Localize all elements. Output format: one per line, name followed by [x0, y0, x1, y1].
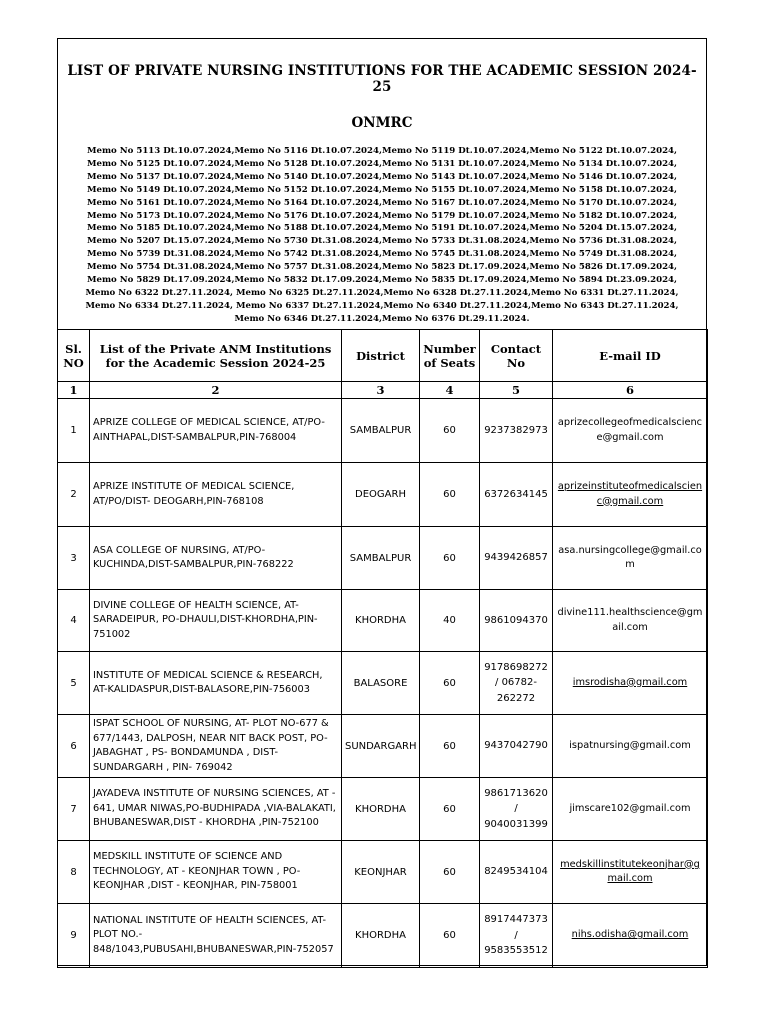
- row-institution-name: INSTITUTE OF MEDICAL SCIENCE & RESEARCH, AT-KALIDASPUR,DIST-BALASORE,PIN-756003: [90, 652, 342, 715]
- row-contact-no: 6372634145: [480, 463, 553, 527]
- row-institution-name: ASA COLLEGE OF NURSING, AT/PO-KUCHINDA,DIST-SAMBALPUR,PIN-768222: [90, 527, 342, 590]
- column-number-row: [58, 382, 708, 399]
- row-sl-no: 2: [58, 463, 90, 527]
- row-sl-no: 7: [58, 778, 90, 841]
- email-link[interactable]: aprizeinstituteofmedicalscienc@gmail.com: [557, 481, 703, 507]
- table-header-row: [58, 330, 708, 382]
- memo-line: Memo No 5207 Dt.15.07.2024,Memo No 5730 Dt.31.08.2024,Memo No 5733 Dt.31.08.2024,Memo No 5736 Dt.31.08.2024,: [86, 236, 678, 247]
- email-text: jimscare102@gmail.com: [569, 802, 691, 814]
- row-institution-name: APRIZE INSTITUTE OF MEDICAL SCIENCE, AT/PO/DIST- DEOGARH,PIN-768108: [90, 463, 342, 527]
- email-link[interactable]: imsrodisha@gmail.com: [572, 676, 688, 688]
- organization-name: ONMRC: [351, 115, 413, 131]
- memo-line: Memo No 6346 Dt.27.11.2024,Memo No 6376 Dt.29.11.2024.: [234, 313, 530, 324]
- header-institution-name: List of the Private ANM Institutions for the Academic Session 2024-25: [90, 330, 342, 382]
- row-email-id: [553, 715, 708, 778]
- row-district: KEONJHAR: [342, 841, 420, 904]
- row-sl-no: 4: [58, 590, 90, 652]
- email-text: aprizecollegeofmedicalscience@gmail.com: [557, 417, 703, 443]
- row-email-id: [553, 590, 708, 652]
- table-row: [58, 590, 708, 652]
- row-district: DEOGARH: [342, 463, 420, 527]
- table-row: [58, 399, 708, 463]
- row-number-of-seats: 40: [420, 590, 480, 652]
- memo-line: Memo No 5754 Dt.31.08.2024,Memo No 5757 Dt.31.08.2024,Memo No 5823 Dt.17.09.2024,Memo No 5826 Dt.17.09.2024,: [86, 262, 678, 273]
- document-header: [58, 39, 706, 330]
- row-district: BALASORE: [342, 652, 420, 715]
- memo-line: Memo No 5185 Dt.10.07.2024,Memo No 5188 Dt.10.07.2024,Memo No 5191 Dt.10.07.2024,Memo No 5204 Dt.15.07.2024,: [86, 223, 678, 234]
- row-sl-no: 3: [58, 527, 90, 590]
- row-email-id: [553, 399, 708, 463]
- row-institution-name: ISPAT SCHOOL OF NURSING, AT- PLOT NO-677 & 677/1443, DALPOSH, NEAR NIT BACK POST, PO-JABAGHAT , PS- BONDAMUNDA , DIST-SUNDARGARH , PIN- 769042: [90, 715, 342, 778]
- row-number-of-seats: 60: [420, 527, 480, 590]
- row-district: KHORDHA: [342, 904, 420, 968]
- row-district: KHORDHA: [342, 590, 420, 652]
- email-link[interactable]: nihs.odisha@gmail.com: [571, 929, 689, 941]
- email-text: ispatnursing@gmail.com: [569, 739, 691, 751]
- row-contact-no: 9237382973: [480, 399, 553, 463]
- row-district: SAMBALPUR: [342, 399, 420, 463]
- row-sl-no: 9: [58, 904, 90, 968]
- column-number: 2: [90, 382, 342, 399]
- row-district: SUNDARGARH: [342, 715, 420, 778]
- document-page: [57, 38, 707, 966]
- row-contact-no: 9861094370: [480, 590, 553, 652]
- memo-line: Memo No 5149 Dt.10.07.2024,Memo No 5152 Dt.10.07.2024,Memo No 5155 Dt.10.07.2024,Memo No 5158 Dt.10.07.2024,: [86, 184, 678, 195]
- table-row: [58, 778, 708, 841]
- table-row: [58, 841, 708, 904]
- memo-line: Memo No 5113 Dt.10.07.2024,Memo No 5116 Dt.10.07.2024,Memo No 5119 Dt.10.07.2024,Memo No 5122 Dt.10.07.2024,: [86, 146, 678, 156]
- row-number-of-seats: 60: [420, 652, 480, 715]
- memo-line: Memo No 5829 Dt.17.09.2024,Memo No 5832 Dt.17.09.2024,Memo No 5835 Dt.17.09.2024,Memo No 5894 Dt.23.09.2024,: [86, 275, 678, 286]
- column-number: 5: [480, 382, 553, 399]
- row-contact-no: 9861713620 / 9040031399: [480, 778, 553, 841]
- row-email-id: [553, 652, 708, 715]
- header-contact-no: Contact No: [480, 330, 553, 382]
- row-district: SAMBALPUR: [342, 527, 420, 590]
- row-sl-no: 5: [58, 652, 90, 715]
- table-row: [58, 904, 708, 968]
- memo-line: Memo No 5173 Dt.10.07.2024,Memo No 5176 Dt.10.07.2024,Memo No 5179 Dt.10.07.2024,Memo No 5182 Dt.10.07.2024,: [86, 210, 678, 221]
- institutions-table: [57, 329, 708, 968]
- header-number-of-seats: Number of Seats: [420, 330, 480, 382]
- row-number-of-seats: 60: [420, 463, 480, 527]
- row-email-id: [553, 463, 708, 527]
- row-sl-no: 8: [58, 841, 90, 904]
- row-sl-no: 6: [58, 715, 90, 778]
- row-number-of-seats: 60: [420, 841, 480, 904]
- row-institution-name: DIVINE COLLEGE OF HEALTH SCIENCE, AT-SARADEIPUR, PO-DHAULI,DIST-KHORDHA,PIN-751002: [90, 590, 342, 652]
- memo-line: Memo No 5125 Dt.10.07.2024,Memo No 5128 Dt.10.07.2024,Memo No 5131 Dt.10.07.2024,Memo No 5134 Dt.10.07.2024,: [86, 158, 678, 169]
- row-institution-name: MEDSKILL INSTITUTE OF SCIENCE AND TECHNOLOGY, AT - KEONJHAR TOWN , PO-KEONJHAR ,DIST - KEONJHAR, PIN-758001: [90, 841, 342, 904]
- row-number-of-seats: 60: [420, 715, 480, 778]
- row-number-of-seats: 60: [420, 399, 480, 463]
- header-email-id: E-mail ID: [553, 330, 708, 382]
- memo-line: Memo No 5161 Dt.10.07.2024,Memo No 5164 Dt.10.07.2024,Memo No 5167 Dt.10.07.2024,Memo No 5170 Dt.10.07.2024,: [86, 197, 678, 208]
- table-row: [58, 652, 708, 715]
- row-contact-no: 8249534104: [480, 841, 553, 904]
- column-number: 1: [58, 382, 90, 399]
- column-number: 6: [553, 382, 708, 399]
- row-email-id: [553, 841, 708, 904]
- row-institution-name: JAYADEVA INSTITUTE OF NURSING SCIENCES, AT - 641, UMAR NIWAS,PO-BUDHIPADA ,VIA-BALAKATI, BHUBANESWAR,DIST - KHORDHA ,PIN-752100: [90, 778, 342, 841]
- row-email-id: [553, 904, 708, 968]
- email-text: divine111.healthscience@gmail.com: [557, 607, 703, 633]
- memo-line: Memo No 5739 Dt.31.08.2024,Memo No 5742 Dt.31.08.2024,Memo No 5745 Dt.31.08.2024,Memo No 5749 Dt.31.08.2024,: [86, 249, 678, 260]
- column-number: 4: [420, 382, 480, 399]
- table-row: [58, 715, 708, 778]
- row-contact-no: 9178698272 / 06782-262272: [480, 652, 553, 715]
- row-number-of-seats: 60: [420, 778, 480, 841]
- table-row: [58, 527, 708, 590]
- row-email-id: [553, 527, 708, 590]
- page-title: LIST OF PRIVATE NURSING INSTITUTIONS FOR THE ACADEMIC SESSION 2024-25: [67, 63, 697, 95]
- memo-references: [58, 145, 706, 326]
- memo-line: Memo No 6322 Dt.27.11.2024, Memo No 6325 Dt.27.11.2024,Memo No 6328 Dt.27.11.2024,Memo No 6331 Dt.27.11.2024,: [85, 287, 679, 298]
- header-sl-no: Sl. NO: [58, 330, 90, 382]
- header-district: District: [342, 330, 420, 382]
- row-district: KHORDHA: [342, 778, 420, 841]
- row-contact-no: 8917447373 / 9583553512: [480, 904, 553, 968]
- row-email-id: [553, 778, 708, 841]
- row-contact-no: 9437042790: [480, 715, 553, 778]
- row-contact-no: 9439426857: [480, 527, 553, 590]
- table-row: [58, 463, 708, 527]
- row-sl-no: 1: [58, 399, 90, 463]
- column-number: 3: [342, 382, 420, 399]
- row-institution-name: APRIZE COLLEGE OF MEDICAL SCIENCE, AT/PO-AINTHAPAL,DIST-SAMBALPUR,PIN-768004: [90, 399, 342, 463]
- email-text: asa.nursingcollege@gmail.com: [558, 544, 702, 570]
- row-number-of-seats: 60: [420, 904, 480, 968]
- memo-line: Memo No 6334 Dt.27.11.2024, Memo No 6337 Dt.27.11.2024,Memo No 6340 Dt.27.11.2024,Memo No 6343 Dt.27.11.2024,: [85, 300, 679, 311]
- email-link[interactable]: medskillinstitutekeonjhar@gmail.com: [560, 858, 700, 884]
- memo-line: Memo No 5137 Dt.10.07.2024,Memo No 5140 Dt.10.07.2024,Memo No 5143 Dt.10.07.2024,Memo No 5146 Dt.10.07.2024,: [86, 171, 678, 182]
- row-institution-name: NATIONAL INSTITUTE OF HEALTH SCIENCES, AT- PLOT NO.- 848/1043,PUBUSAHI,BHUBANESWAR,PIN-752057: [90, 904, 342, 968]
